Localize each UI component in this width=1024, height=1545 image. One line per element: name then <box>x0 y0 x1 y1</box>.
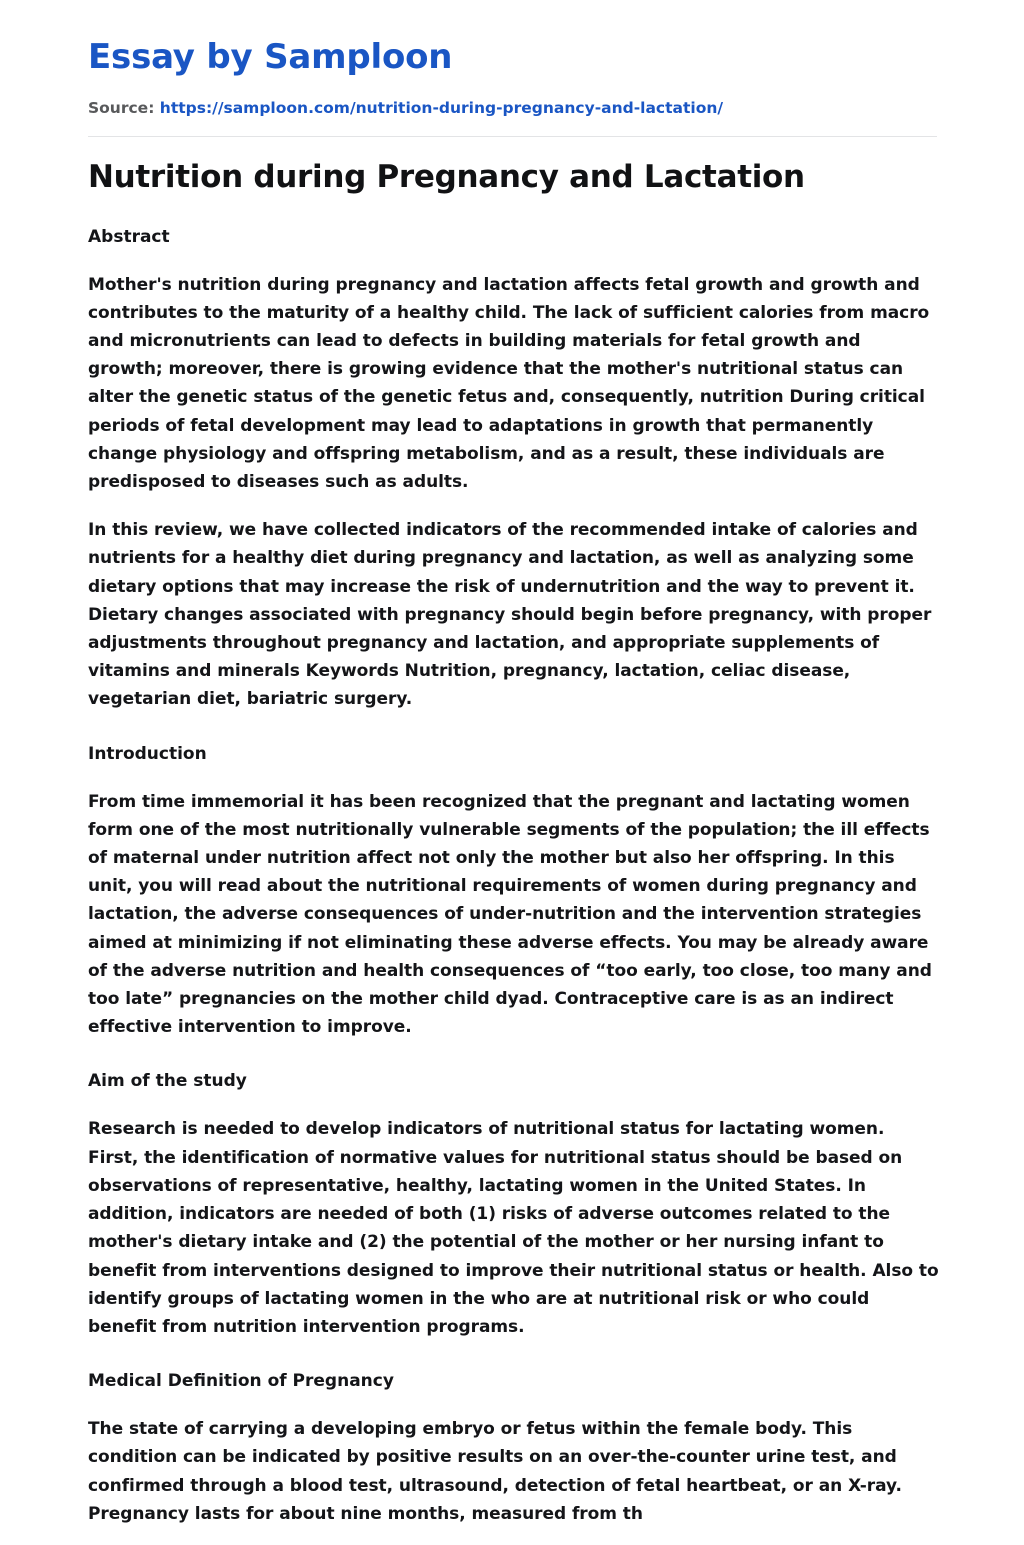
paragraph: Mother's nutrition during pregnancy and lactation affects fetal growth and growth and contributes to the maturity of a healthy child. The lack of sufficient calories from macro and micronutrients can lead to defects in building materials for fetal growth and growth; moreover, there is growing evidence that the mother's nutritional status can alter the genetic status of the genetic fetus and, consequently, nutrition During critical periods of fetal development may lead to adaptations in growth that permanently change physiology and offspring metabolism, and as a result, these individuals are predisposed to diseases such as adults. <box>88 274 930 493</box>
paragraph: Research is needed to develop indicators of nutritional status for lactating women. First, the identification of normative values for nutritional status should be based on observations of representative, healthy, lactating women in the United States. In addition, indicators are needed of both (1) risks of adverse outcomes related to the mother's dietary intake and (2) the potential of the mother or her nursing infant to benefit from interventions designed to improve their nutritional status or health. Also to identify groups of lactating women in the who are at nutritional risk or who could benefit from nutrition intervention programs. <box>88 1119 939 1337</box>
page-title: Nutrition during Pregnancy and Lactation <box>88 159 805 196</box>
paragraph: From time immemorial it has been recognized that the pregnant and lactating women form one of the most nutritionally vulnerable segments of the population; the ill effects of maternal under nutrition affect not only the mother but also her offspring. In this unit, you will read about the nutritional requirements of women during pregnancy and lactation, the adverse consequences of under-nutrition and the intervention strategies aimed at minimizing if not eliminating these adverse effects. You may be already aware of the adverse nutrition and health consequences of “too early, too close, too many and too late” pregnancies on the mother child dyad. Contraceptive care is as an indirect effective intervention to improve. <box>88 791 932 1038</box>
site-brand-title: Essay by Samploon <box>88 37 453 77</box>
section-introduction <box>88 740 936 1042</box>
paragraph: In this review, we have collected indicators of the recommended intake of calories and nutrients for a healthy diet during pregnancy and lactation, as well as analyzing some dietary options that may increase the risk of undernutrition and the way to prevent it. Dietary changes associated with pregnancy should begin before pregnancy, with proper adjustments throughout pregnancy and lactation, and appropriate supplements of vitamins and minerals Keywords Nutrition, pregnancy, lactation, celiac disease, vegetarian diet, bariatric surgery. <box>88 520 932 710</box>
source-url-link[interactable]: https://samploon.com/nutrition-during-pregnancy-and-lactation/ <box>159 98 724 117</box>
section-heading: Aim of the study <box>88 1071 247 1092</box>
section-abstract <box>88 223 936 714</box>
header-divider <box>88 136 937 137</box>
section-aim-of-the-study <box>88 1067 939 1341</box>
paragraph: The state of carrying a developing embryo or fetus within the female body. This condition can be indicated by positive results on an over-the-counter urine test, and confirmed through a blood test, ultrasound, detection of fetal heartbeat, or an X-ray. Pregnancy lasts for about nine months, measured from th <box>88 1419 902 1524</box>
section-heading: Abstract <box>88 226 170 247</box>
section-heading: Medical Definition of Pregnancy <box>88 1371 394 1392</box>
source-line <box>88 98 936 119</box>
section-medical-definition-of-pregnancy <box>88 1367 936 1528</box>
section-heading: Introduction <box>88 743 207 764</box>
source-label: Source: <box>88 98 155 117</box>
